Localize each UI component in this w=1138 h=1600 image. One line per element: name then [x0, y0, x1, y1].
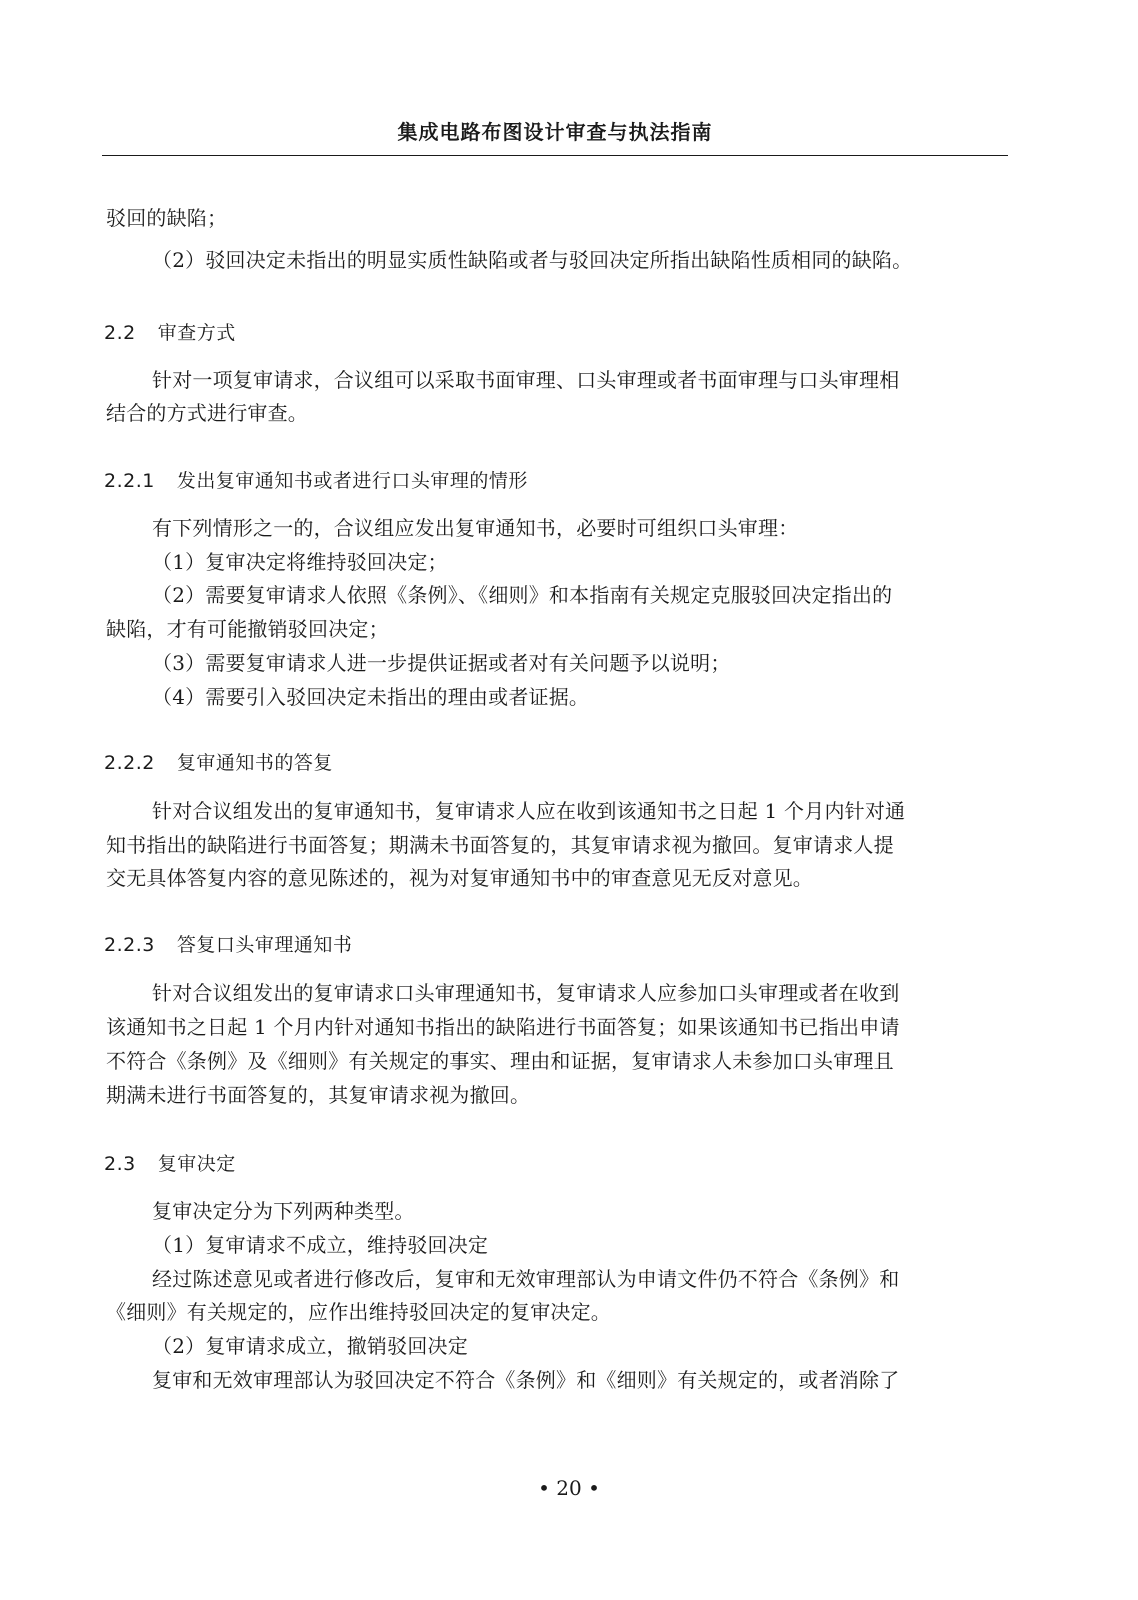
- section-title: 复审通知书的答复: [176, 752, 333, 774]
- body-line: （3）需要复审请求人进一步提供证据或者对有关问题予以说明；: [152, 651, 731, 675]
- body-line: 针对合议组发出的复审通知书，复审请求人应在收到该通知书之日起 1 个月内针对通: [152, 799, 906, 823]
- section-number: 2.2.3: [104, 934, 155, 956]
- body-line: （2）需要复审请求人依照《条例》、《细则》和本指南有关规定克服驳回决定指出的: [152, 583, 893, 607]
- body-line: 期满未进行书面答复的，其复审请求视为撤回。: [106, 1083, 531, 1107]
- section-number: 2.2.1: [104, 470, 155, 492]
- body-line: 针对合议组发出的复审请求口头审理通知书，复审请求人应参加口头审理或者在收到: [152, 981, 900, 1005]
- body-line: （1）复审决定将维持驳回决定；: [152, 550, 448, 574]
- section-number: 2.2.2: [104, 752, 155, 774]
- section-number: 2.2: [104, 322, 136, 344]
- body-line: （2）复审请求成立，撤销驳回决定: [152, 1334, 468, 1358]
- body-line: 交无具体答复内容的意见陈述的，视为对复审通知书中的审查意见无反对意见。: [106, 866, 813, 890]
- body-line: （2）驳回决定未指出的明显实质性缺陷或者与驳回决定所指出缺陷性质相同的缺陷。: [152, 248, 913, 272]
- running-header: 集成电路布图设计审查与执法指南: [397, 120, 713, 144]
- page-number: • 20 •: [538, 1476, 600, 1500]
- body-line: 复审和无效审理部认为驳回决定不符合《条例》和《细则》有关规定的，或者消除了: [152, 1368, 900, 1392]
- section-heading-2-2-2: [104, 748, 333, 778]
- body-line: 经过陈述意见或者进行修改后，复审和无效审理部认为申请文件仍不符合《条例》和: [152, 1267, 900, 1291]
- section-heading-2-2-3: [104, 930, 352, 960]
- body-line: 该通知书之日起 1 个月内针对通知书指出的缺陷进行书面答复；如果该通知书已指出申请: [106, 1015, 900, 1039]
- body-line: 《细则》有关规定的，应作出维持驳回决定的复审决定。: [106, 1300, 611, 1324]
- section-heading-2-2-1: [104, 466, 528, 496]
- body-line: 驳回的缺陷；: [106, 206, 228, 230]
- section-title: 发出复审通知书或者进行口头审理的情形: [176, 470, 528, 492]
- section-title: 审查方式: [157, 322, 236, 344]
- section-heading-2-2: [104, 318, 236, 348]
- section-number: 2.3: [104, 1153, 136, 1175]
- body-line: 结合的方式进行审查。: [106, 401, 308, 425]
- header-rule: [102, 155, 1008, 156]
- body-line: （4）需要引入驳回决定未指出的理由或者证据。: [152, 685, 590, 709]
- section-title: 答复口头审理通知书: [176, 934, 353, 956]
- body-line: 复审决定分为下列两种类型。: [152, 1199, 415, 1223]
- body-line: （1）复审请求不成立，维持驳回决定: [152, 1233, 489, 1257]
- body-line: 有下列情形之一的，合议组应发出复审通知书，必要时可组织口头审理：: [152, 516, 799, 540]
- body-line: 知书指出的缺陷进行书面答复；期满未书面答复的，其复审请求视为撤回。复审请求人提: [106, 833, 894, 857]
- body-line: 针对一项复审请求，合议组可以采取书面审理、口头审理或者书面审理与口头审理相: [152, 368, 900, 392]
- body-line: 缺陷，才有可能撤销驳回决定；: [106, 617, 389, 641]
- body-line: 不符合《条例》及《细则》有关规定的事实、理由和证据，复审请求人未参加口头审理且: [106, 1049, 894, 1073]
- section-heading-2-3: [104, 1149, 236, 1179]
- section-title: 复审决定: [157, 1153, 236, 1175]
